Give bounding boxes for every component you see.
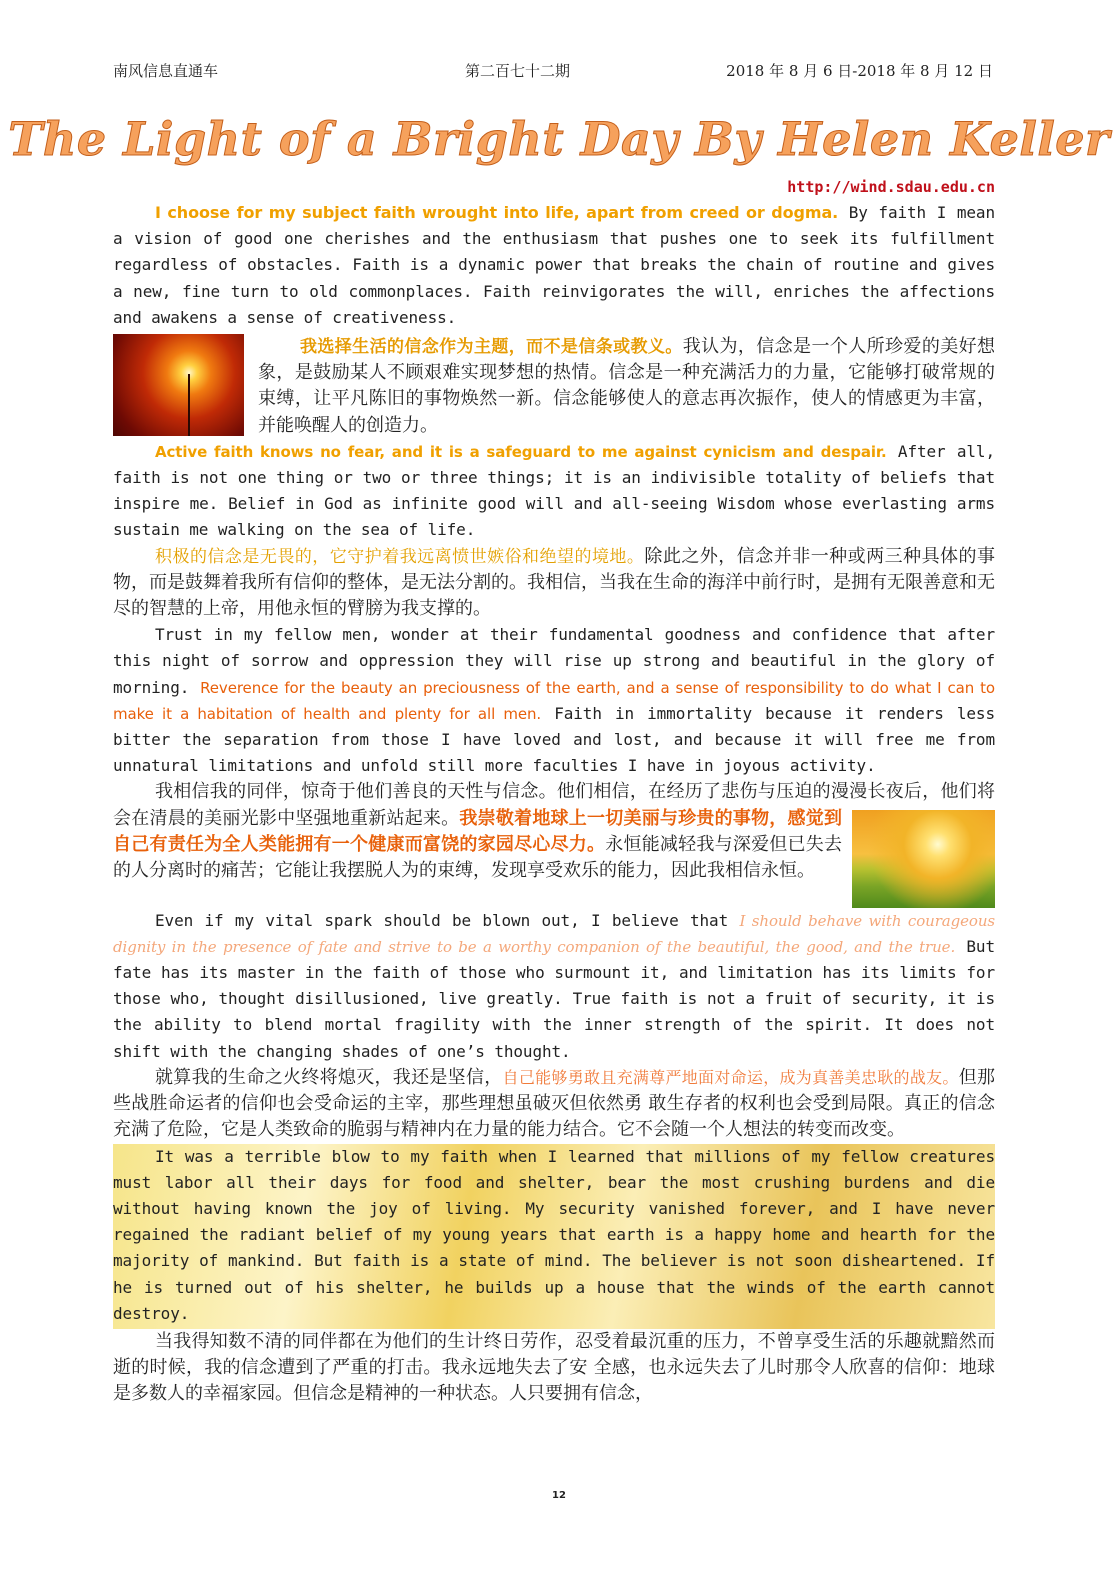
highlight-zh-2: 积极的信念是无畏的，它守护着我远离愤世嫉俗和绝望的境地。 xyxy=(155,546,645,567)
article-title: The Light of a Bright Day By Helen Keller xyxy=(8,112,1110,166)
paragraph-text: After all, faith is not one thing or two or three things; it is an indivisible totality of beliefs that inspire me. Belief in God as infinite good will and all-seeing Wisdom whose everlasting arms sustain me walking on the sea of life. xyxy=(113,441,995,540)
highlight-en-3: Reverence for the beauty an preciousness of the earth, and a sense of responsibility to do what I can to make it a habitation of health and plenty for all men. xyxy=(113,678,995,723)
paragraph-en-5 xyxy=(113,1144,995,1329)
paragraph-text: Even if my vital spark should be blown out, I believe that xyxy=(155,910,740,930)
paragraph-text: 我认为，信念是一个人所珍爱的美好想象，是鼓励某人不顾艰难实现梦想的热情。信念是一种充满活力的力量，它能够打破常规的束缚，让平凡陈旧的事物焕然一新。信念能够使人的意志再次振作，使人的情感更为丰富，并能唤醒人的创造力。 xyxy=(258,336,996,436)
paragraph-zh-4 xyxy=(113,1065,995,1144)
header-date-range: 2018 年 8 月 6 日-2018 年 8 月 12 日 xyxy=(726,62,993,80)
highlight-en-2: Active faith knows no fear, and it is a safeguard to me against cynicism and despair. xyxy=(155,442,887,461)
paragraph-text: But fate has its master in the faith of those who surmount it, and limitation has its limits for those who, thought disillusioned, live greatly. True faith is not a fruit of security, it is the ability to blend mortal fragility with the inner strength of the spirit. It does not shift with the changing shades of one’s thought. xyxy=(113,936,995,1061)
header-issue: 第二百七十二期 xyxy=(465,62,571,80)
paragraph-text: Faith in immortality because it renders less bitter the separation from those I have loved and lost, and because it will free me from unnatural limitations and unfold still more faculties I have in joyous activity. xyxy=(113,703,995,776)
sunset-dandelion-image xyxy=(113,334,244,436)
paragraph-text: 就算我的生命之火终将熄灭，我还是坚信， xyxy=(155,1066,503,1088)
header-publication: 南风信息直通车 xyxy=(113,62,219,80)
paragraph-en-4 xyxy=(113,908,995,1065)
page-number: 12 xyxy=(552,1490,566,1501)
paragraph-text: 永恒能减轻我与深爱但已失去的人分离时的痛苦；它能让我摆脱人为的束缚，发现享受欢乐的能力，因此我相信永恒。 xyxy=(113,833,843,882)
paragraph-text: By faith I mean a vision of good one cherishes and the enthusiasm that pushes one to seek its fulfillment regardless of obstacles. Faith is a dynamic power that breaks the chain of routine and gives a new, fine turn to old commonplaces. Faith reinvigorates the will, enriches the affections and awakens a sense of creativeness. xyxy=(113,203,995,327)
paragraph-text: 当我得知数不清的同伴都在为他们的生计终日劳作，忍受着最沉重的压力，不曾享受生活的乐趣就黯然而逝的时候，我的信念遭到了严重的打击。我永远地失去了安 全感，也永远失去了儿时那令人欣喜的信仰：地球是多数人的幸福家园。但信念是精神的一种状态。人只要拥有信念， xyxy=(113,1330,995,1405)
paragraph-text: It was a terrible blow to my faith when I learned that millions of my fellow creatures must labor all their days for food and shelter, bear the most crushing burdens and die without having known the joy of living. My security vanished forever, and I have never regained the radiant belief of my young years that earth is a happy home and hearth for the majority of mankind. But faith is a state of mind. The believer is not soon disheartened. If he is turned out of his shelter, he builds up a house that the winds of the earth cannot destroy. xyxy=(113,1146,995,1323)
paragraph-text: Trust in my fellow men, wonder at their fundamental goodness and confidence that after this night of sorrow and oppression they will rise up strong and beautiful in the glory of morning. xyxy=(113,625,995,697)
highlight-zh-1: 我选择生活的信念作为主题，而不是信条或教义。 xyxy=(300,337,683,358)
paragraph-text: 我相信我的同伴，惊奇于他们善良的天性与信念。他们相信，在经历了悲伤与压迫的漫漫长夜后，他们将会在清晨的美丽光影中坚强地重新站起来。 xyxy=(113,781,995,829)
paragraph-zh-1 xyxy=(113,331,995,439)
paragraph-en-2 xyxy=(113,439,995,544)
paragraph-text: 除此之外，信念并非一种或两三种具体的事物，而是鼓舞着我所有信仰的整体，是无法分割的。我相信，当我在生命的海洋中前行时，是拥有无限善意和无尽的智慧的上帝，用他永恒的臂膀为我支撑的。 xyxy=(113,545,995,620)
article-body xyxy=(113,200,995,1408)
source-url[interactable]: http://wind.sdau.edu.cn xyxy=(787,178,995,196)
paragraph-text: 但那些战胜命运者的信仰也会受命运的主宰，那些理想虽破灭但依然勇 敢生存者的权利也会受到局限。真正的信念充满了危险，它是人类致命的脆弱与精神内在力量的能力结合。它不会随一个人想法的转变而改变。 xyxy=(113,1066,996,1141)
highlight-en-4: I should behave with courageous dignity in the presence of fate and strive to be a worthy companion of the beautiful, the good, and the true. xyxy=(113,911,995,956)
paragraph-zh-5 xyxy=(113,1329,995,1408)
paragraph-zh-3 xyxy=(113,779,995,884)
paragraph-en-1 xyxy=(113,200,995,331)
paragraph-en-3 xyxy=(113,622,995,779)
highlight-zh-4: 自己能够勇敢且充满尊严地面对命运，成为真善美忠耿的战友。 xyxy=(502,1067,959,1087)
highlight-en-1: I choose for my subject faith wrought into life, apart from creed or dogma. xyxy=(155,203,839,222)
highlight-zh-3: 我崇敬着地球上一切美丽与珍贵的事物，感觉到自己有责任为全人类能拥有一个健康而富饶的家园尽心尽力。 xyxy=(113,807,843,855)
page-header xyxy=(113,60,993,82)
sunrise-field-image xyxy=(852,810,995,908)
paragraph-zh-2 xyxy=(113,544,995,623)
